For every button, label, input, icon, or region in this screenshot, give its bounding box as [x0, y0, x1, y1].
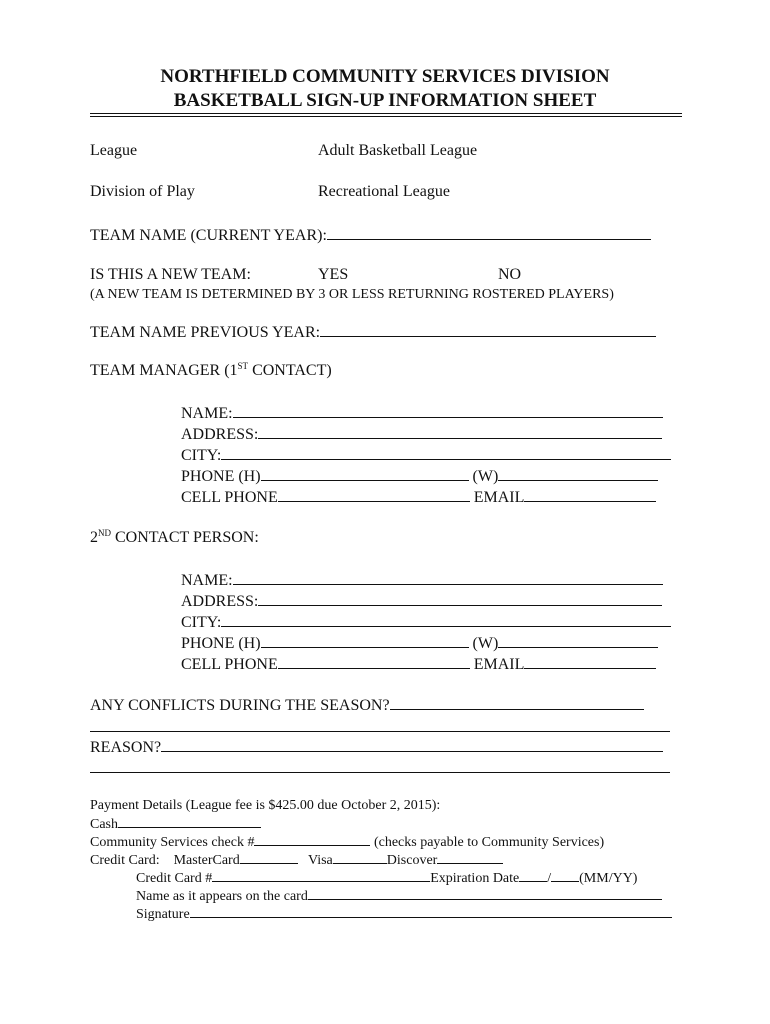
payment-name-on-card-row [136, 888, 662, 905]
manager-address-row [181, 425, 662, 444]
team-name-previous-label: TEAM NAME PREVIOUS YEAR: [90, 324, 321, 341]
payment-exp-slash: / [547, 871, 552, 886]
payment-credit-card-label: Credit Card: [90, 853, 160, 868]
manager-heading-sup: ST [237, 361, 249, 371]
manager-name-row [181, 404, 663, 423]
league-label: League [90, 142, 138, 159]
second-city-row [181, 613, 671, 632]
league-value: Adult Basketball League [318, 142, 478, 159]
manager-address-label: ADDRESS: [181, 426, 259, 443]
manager-cell-field[interactable] [278, 488, 470, 502]
conflicts-extra-line[interactable] [90, 731, 670, 732]
second-contact-heading-text-end: CONTACT PERSON: [111, 529, 259, 546]
payment-check-field[interactable] [254, 834, 370, 846]
second-email-field[interactable] [524, 655, 656, 669]
manager-cell-row [181, 488, 656, 507]
second-phone-w-label: (W) [472, 635, 499, 652]
title-divider-2 [90, 116, 682, 117]
manager-phone-h-label: PHONE (H) [181, 468, 261, 485]
conflicts-row [90, 696, 644, 715]
second-address-row [181, 592, 662, 611]
payment-mastercard-label: MasterCard [173, 853, 240, 868]
second-city-field[interactable] [221, 613, 671, 627]
second-address-field[interactable] [258, 592, 662, 606]
team-name-current-row [90, 226, 651, 245]
manager-cell-label: CELL PHONE [181, 489, 278, 506]
payment-name-on-card-field[interactable] [308, 888, 662, 900]
payment-name-on-card-label: Name as it appears on the card [136, 889, 308, 904]
payment-mastercard-field[interactable] [240, 852, 298, 864]
payment-exp-month-field[interactable] [519, 870, 547, 882]
payment-heading: Payment Details (League fee is $425.00 due October 2, 2015): [90, 798, 441, 813]
conflicts-label: ANY CONFLICTS DURING THE SEASON? [90, 697, 390, 714]
payment-visa-field[interactable] [333, 852, 387, 864]
second-contact-heading-text: 2 [90, 529, 98, 546]
second-city-label: CITY: [181, 614, 222, 631]
second-email-label: EMAIL [473, 656, 525, 673]
reason-row [90, 738, 663, 757]
payment-card-number-field[interactable] [212, 870, 430, 882]
manager-phone-w-field[interactable] [498, 467, 658, 481]
second-phone-row [181, 634, 658, 653]
payment-cash-label: Cash [90, 817, 118, 832]
payment-card-number-label: Credit Card # [136, 871, 213, 886]
conflicts-field[interactable] [390, 696, 644, 710]
new-team-label: IS THIS A NEW TEAM: [90, 266, 251, 283]
payment-visa-label: Visa [307, 853, 333, 868]
division-label: Division of Play [90, 183, 195, 200]
second-cell-field[interactable] [278, 655, 470, 669]
reason-extra-line[interactable] [90, 772, 670, 773]
payment-check-label: Community Services check # [90, 835, 255, 850]
manager-city-label: CITY: [181, 447, 222, 464]
payment-cash-field[interactable] [118, 816, 261, 828]
manager-heading-text-end: CONTACT) [248, 362, 332, 379]
team-name-current-field[interactable] [327, 226, 651, 240]
new-team-no-option[interactable]: NO [498, 266, 522, 283]
manager-heading [90, 362, 332, 380]
team-name-previous-field[interactable] [320, 323, 656, 337]
second-contact-heading [90, 529, 259, 547]
second-cell-label: CELL PHONE [181, 656, 278, 673]
form-title-line1: NORTHFIELD COMMUNITY SERVICES DIVISION [160, 66, 610, 87]
form-title-line2: BASKETBALL SIGN-UP INFORMATION SHEET [173, 90, 597, 111]
reason-label: REASON? [90, 739, 162, 756]
manager-name-label: NAME: [181, 405, 233, 422]
payment-check-note: (checks payable to Community Services) [373, 835, 605, 850]
manager-city-row [181, 446, 671, 465]
payment-signature-row [136, 906, 672, 923]
manager-phone-w-label: (W) [472, 468, 499, 485]
division-value: Recreational League [318, 183, 450, 200]
manager-address-field[interactable] [258, 425, 662, 439]
payment-signature-field[interactable] [190, 906, 672, 918]
payment-signature-label: Signature [136, 907, 190, 922]
manager-heading-text: TEAM MANAGER (1 [90, 362, 238, 379]
manager-phone-row [181, 467, 658, 486]
second-contact-heading-sup: ND [98, 528, 111, 538]
payment-mmyy-label: (MM/YY) [579, 871, 638, 886]
payment-cash-row [90, 816, 261, 833]
second-phone-h-field[interactable] [261, 634, 469, 648]
payment-discover-label: Discover [386, 853, 438, 868]
payment-discover-field[interactable] [437, 852, 503, 864]
team-name-current-label: TEAM NAME (CURRENT YEAR): [90, 227, 327, 244]
second-phone-w-field[interactable] [498, 634, 658, 648]
second-address-label: ADDRESS: [181, 593, 259, 610]
second-name-label: NAME: [181, 572, 233, 589]
new-team-yes-option[interactable]: YES [318, 266, 349, 283]
payment-check-row [90, 834, 604, 851]
title-divider [90, 113, 682, 114]
manager-city-field[interactable] [221, 446, 671, 460]
manager-phone-h-field[interactable] [261, 467, 469, 481]
manager-email-field[interactable] [524, 488, 656, 502]
new-team-note: (A NEW TEAM IS DETERMINED BY 3 OR LESS RETURNING ROSTERED PLAYERS) [90, 287, 614, 302]
payment-card-number-row [136, 870, 637, 887]
reason-field[interactable] [161, 738, 663, 752]
second-name-field[interactable] [233, 571, 663, 585]
second-phone-h-label: PHONE (H) [181, 635, 261, 652]
payment-credit-card-row [90, 852, 503, 869]
payment-expiration-label: Expiration Date [430, 871, 520, 886]
manager-email-label: EMAIL [473, 489, 525, 506]
payment-exp-year-field[interactable] [551, 870, 579, 882]
second-name-row [181, 571, 663, 590]
team-name-previous-row [90, 323, 656, 342]
second-cell-row [181, 655, 656, 674]
manager-name-field[interactable] [233, 404, 663, 418]
